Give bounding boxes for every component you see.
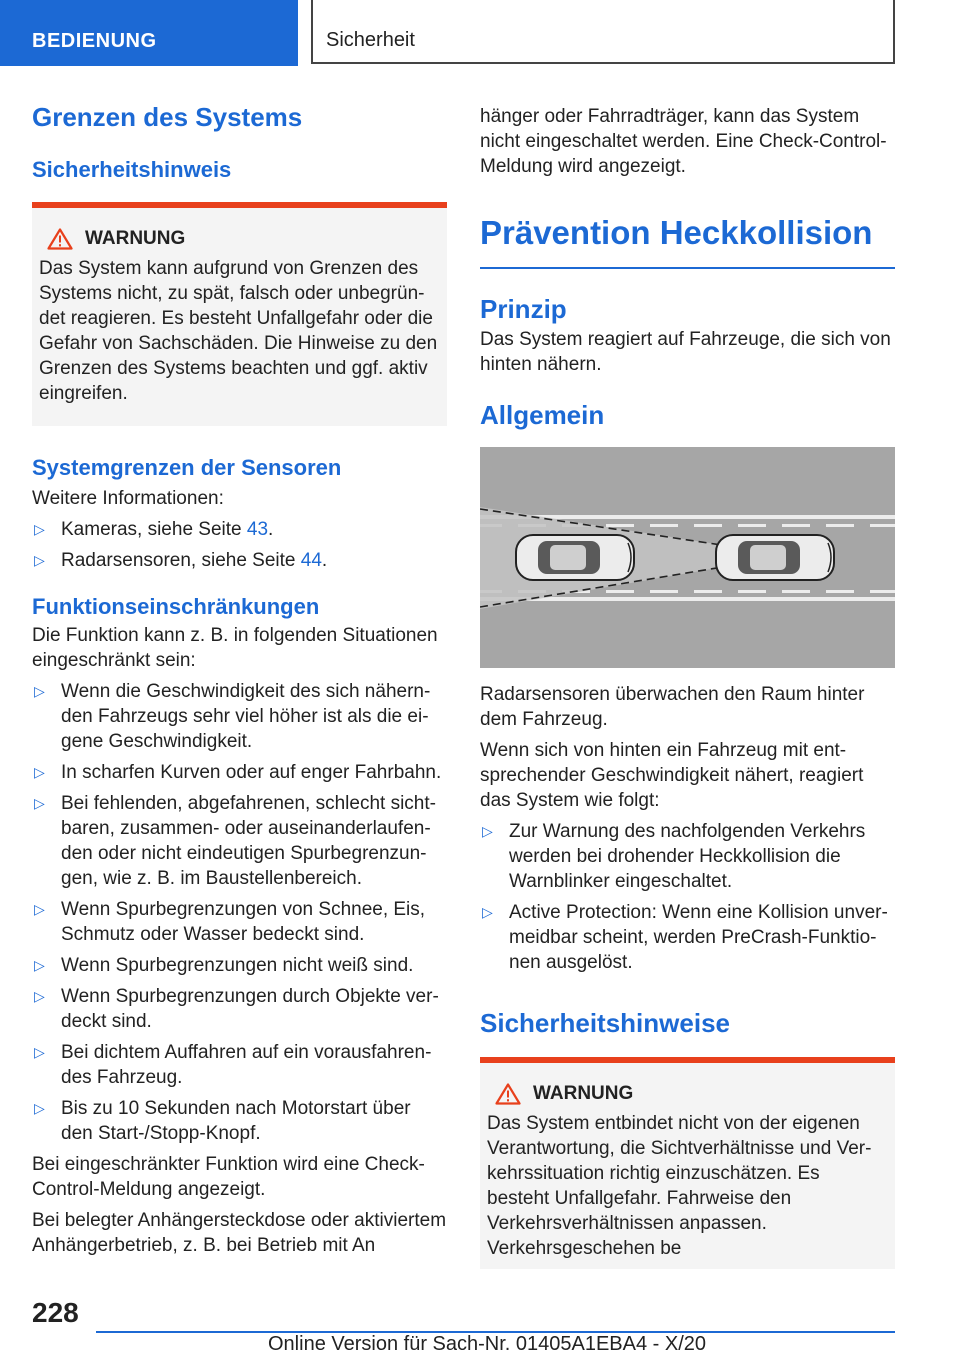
triangle-bullet-icon: ▷ <box>34 1044 45 1060</box>
list-item: ▷ Zur Warnung des nachfolgenden Verkehrs werden bei drohender Heckkollision die Warnblinker eingeschaltet. <box>482 821 866 892</box>
page-number: 228 <box>32 1297 79 1328</box>
left-column <box>32 100 447 1258</box>
online-version-text: Online Version für Sach-Nr. 01405A1EBA4 - X/20 <box>268 1333 707 1355</box>
list-item: ▷ In scharfen Kurven oder auf enger Fahrbahn. <box>34 762 442 783</box>
list-item: ▷ Wenn Spurbegrenzungen nicht weiß sind. <box>34 955 414 976</box>
sensor-heading: Systemgrenzen der Sensoren <box>32 455 342 480</box>
warning-label: WARNUNG <box>85 228 186 249</box>
general-text-2: Wenn sich von hinten ein Fahrzeug mit entsprechender Geschwindigkeit nähert, reagiert das System wie folgt: <box>480 740 864 811</box>
page-link-radar[interactable]: 44 <box>300 550 322 571</box>
triangle-bullet-icon: ▷ <box>34 764 45 780</box>
safety-heading: Sicherheitshinweis <box>32 157 232 182</box>
safety-notes-heading: Sicherheitshinweise <box>480 1008 730 1038</box>
list-item: ▷ Radarsensoren, siehe Seite 44. <box>34 550 328 571</box>
triangle-bullet-icon: ▷ <box>34 988 45 1004</box>
main-title: Prävention Heckkollision <box>480 213 895 269</box>
list-item: ▷ Bis zu 10 Sekunden nach Motorstart über den Start-/Stopp-Knopf. <box>34 1098 411 1144</box>
warning-box <box>32 202 447 426</box>
list-item: ▷ Bei dichtem Auffahren auf ein vorausfahrendes Fahrzeug. <box>34 1042 432 1088</box>
own-car-icon <box>716 535 834 580</box>
general-list <box>480 819 895 975</box>
general-heading: Allgemein <box>480 400 605 430</box>
triangle-bullet-icon: ▷ <box>482 823 493 839</box>
triangle-bullet-icon: ▷ <box>34 552 45 568</box>
list-item: ▷ Wenn die Geschwindigkeit des sich nähernden Fahrzeugs sehr viel höher ist als die eigene Geschwindigkeit. <box>34 681 431 752</box>
list-item: ▷ Wenn Spurbegrenzungen durch Objekte verdeckt sind. <box>34 986 439 1032</box>
triangle-bullet-icon: ▷ <box>482 904 493 920</box>
general-text-1: Radarsensoren überwachen den Raum hinter dem Fahrzeug. <box>480 684 865 730</box>
triangle-bullet-icon: ▷ <box>34 683 45 699</box>
warning-triangle-icon <box>495 1083 521 1105</box>
triangle-bullet-icon: ▷ <box>34 957 45 973</box>
triangle-bullet-icon: ▷ <box>34 521 45 537</box>
rear-collision-illustration <box>480 447 895 668</box>
function-heading: Funktionseinschränkungen <box>32 594 320 619</box>
trailer-note: Bei belegter Anhängersteckdose oder aktiviertem Anhängerbetrieb, z. B. bei Betrieb mit An <box>32 1210 447 1256</box>
sensor-list <box>32 517 447 573</box>
right-column <box>480 104 895 1269</box>
warning-triangle-icon <box>47 228 73 250</box>
triangle-bullet-icon: ▷ <box>34 795 45 811</box>
triangle-bullet-icon: ▷ <box>34 901 45 917</box>
triangle-bullet-icon: ▷ <box>34 1100 45 1116</box>
function-note: Bei eingeschränkter Funktion wird eine Check-Control-Meldung angezeigt. <box>32 1154 425 1200</box>
page-link-cameras[interactable]: 43 <box>246 519 269 540</box>
principle-heading: Prinzip <box>480 294 567 324</box>
list-item: ▷ Active Protection: Wenn eine Kollision unvermeidbar scheint, werden PreCrash-Funktionen ausgelöst. <box>482 902 888 973</box>
warning-title <box>487 1083 887 1105</box>
warning-label: WARNUNG <box>533 1083 634 1104</box>
function-intro: Die Funktion kann z. B. in folgenden Situationen eingeschränkt sein: <box>32 625 438 671</box>
principle-text: Das System reagiert auf Fahrzeuge, die sich von hinten nähern. <box>480 329 891 375</box>
sensor-intro: Weitere Informationen: <box>32 488 224 509</box>
warning-text: Das System entbindet nicht von der eigenen Verantwortung, die Sichtverhältnisse und Verkehrssituation richtig einzuschätzen. Es besteht Unfallgefahr. Fahrweise den Verkehrsverhältnissen anpassen. Verkehrsgeschehen be <box>487 1113 872 1259</box>
warning-text: Das System kann aufgrund von Grenzen des Systems nicht, zu spät, falsch oder unbegründet reagieren. Es besteht Unfallgefahr oder die Gefahr von Sachschäden. Die Hinweise zu den Grenzen des Systems beachten und ggf. aktiv eingreifen. <box>39 258 438 404</box>
function-list <box>32 679 447 1146</box>
warning-title <box>39 228 439 250</box>
chapter-tab: Sicherheit <box>311 0 895 64</box>
list-item: ▷ Wenn Spurbegrenzungen von Schnee, Eis, Schmutz oder Wasser bedeckt sind. <box>34 899 426 945</box>
list-item: ▷ Kameras, siehe Seite 43. <box>34 519 274 540</box>
section-title: Grenzen des Systems <box>32 102 303 132</box>
section-tab: BEDIENUNG <box>0 0 298 66</box>
approaching-car-icon <box>516 535 634 580</box>
trailer-note-continued: hänger oder Fahrradträger, kann das System nicht eingeschaltet werden. Eine Check-Control-Meldung wird angezeigt. <box>480 106 887 177</box>
warning-box <box>480 1057 895 1269</box>
list-item: ▷ Bei fehlenden, abgefahrenen, schlecht sichtbaren, zusammen- oder auseinanderlaufenden oder nicht eindeutigen Spurbegrenzungen, wie z. B. im Baustellenbereich. <box>34 793 436 889</box>
